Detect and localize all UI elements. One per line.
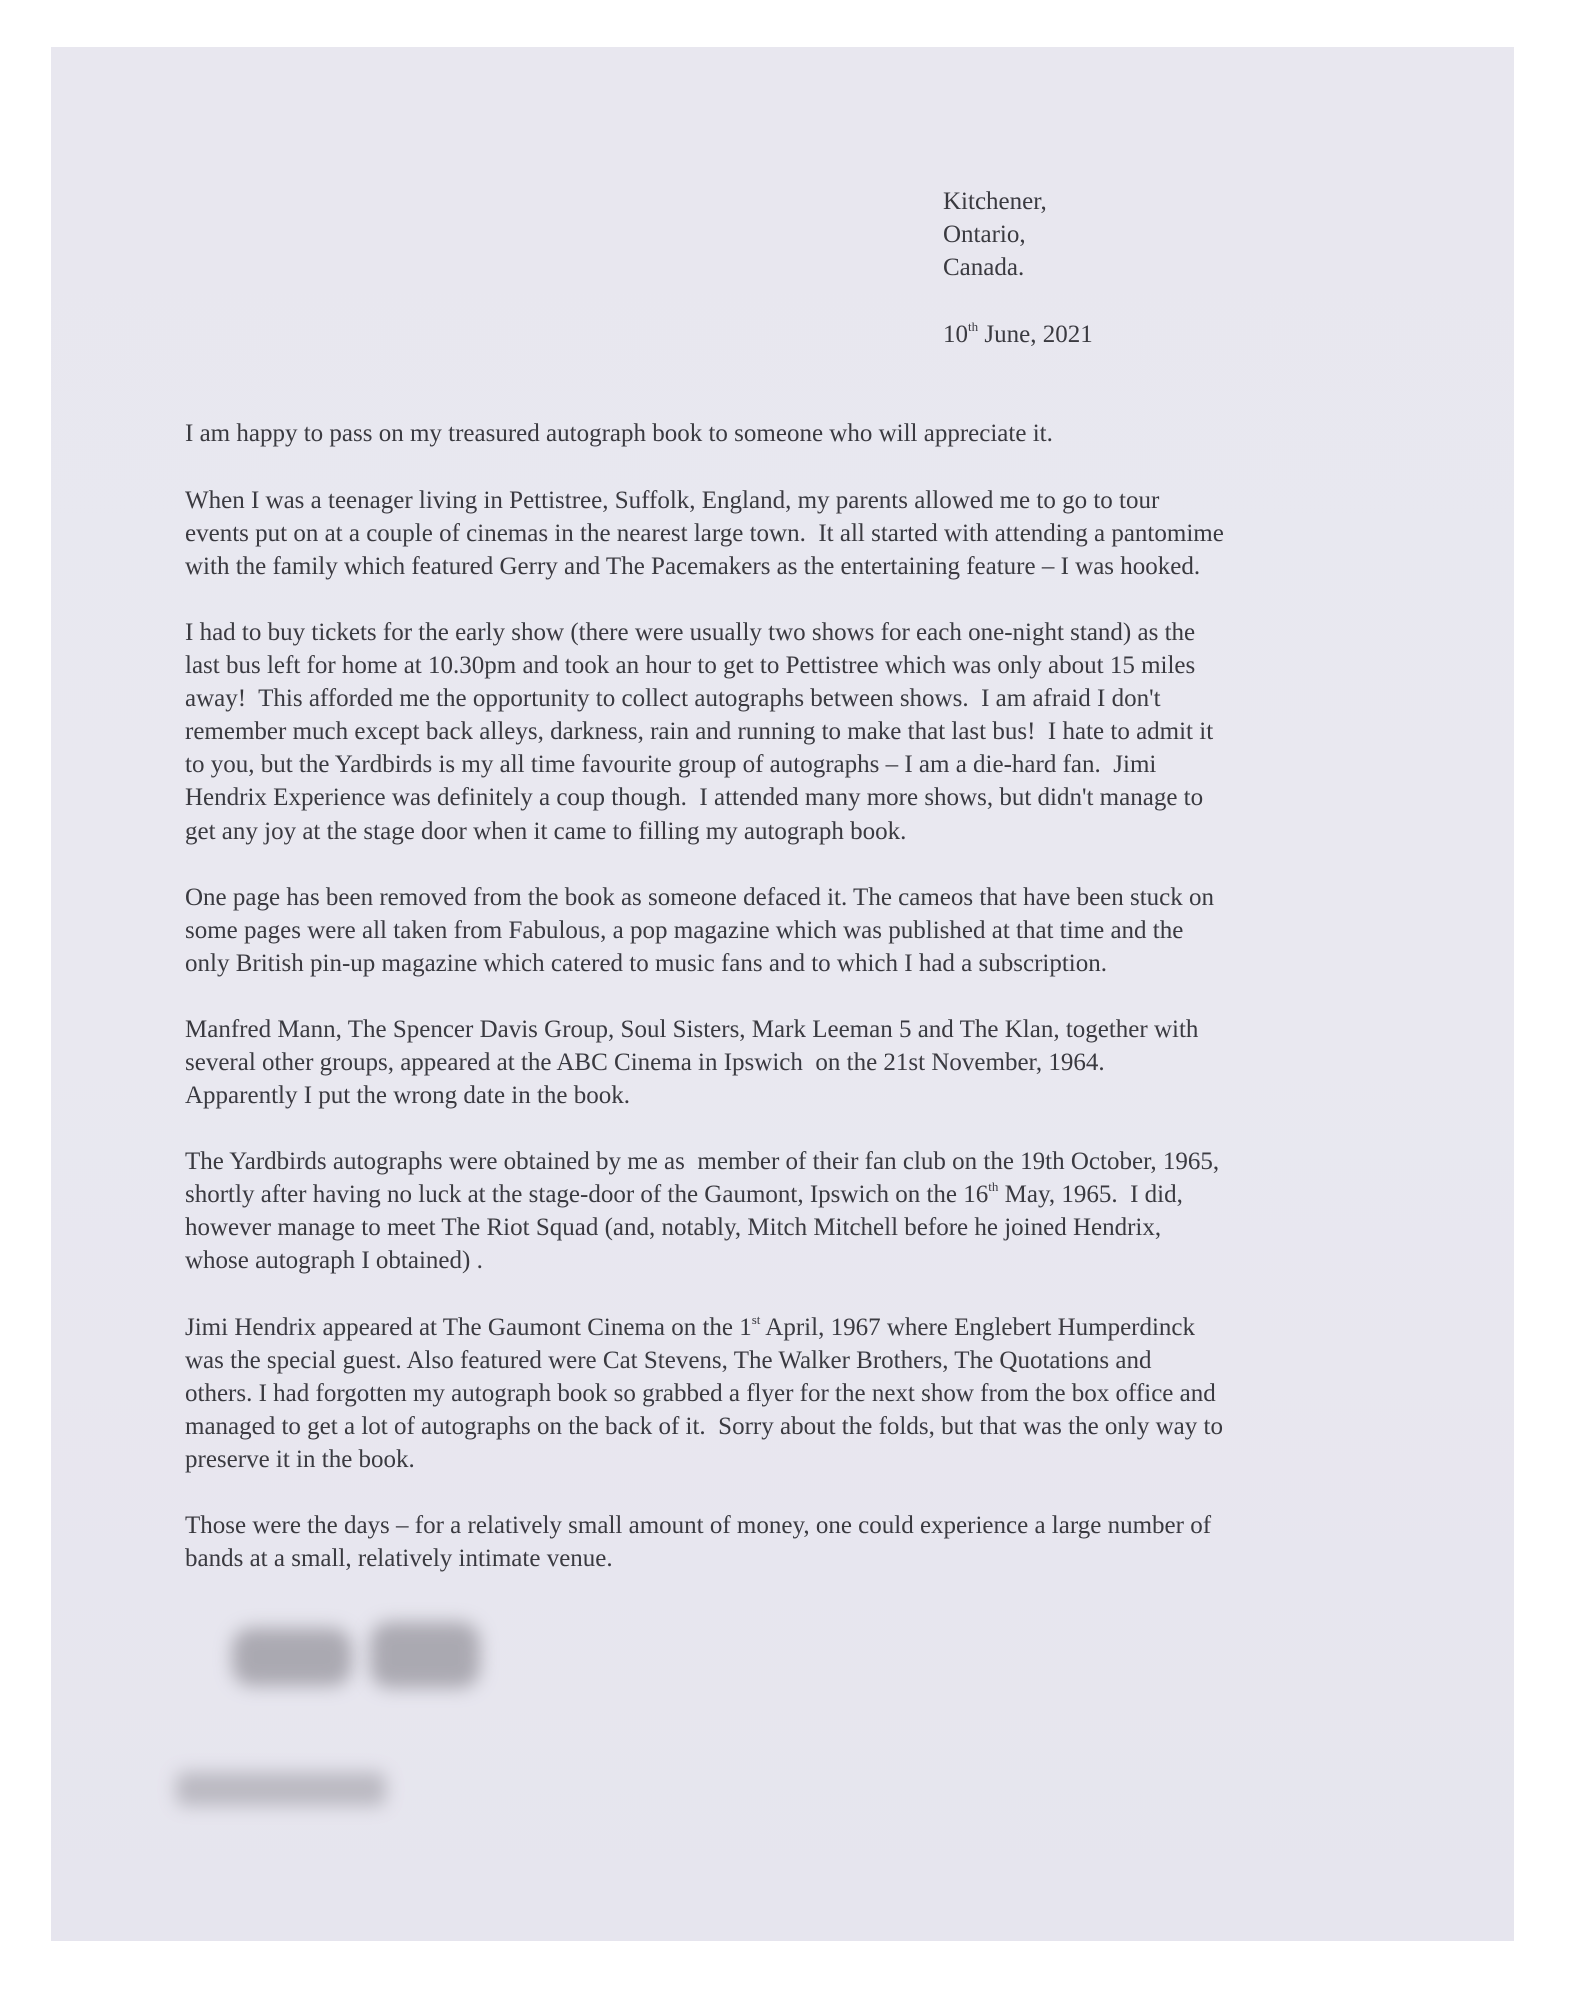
paragraph-2 [185, 484, 1224, 583]
address-line: Ontario, [943, 221, 1026, 249]
text-line: Hendrix Experience was definitely a coup though. I attended many more shows, but didn't manage to [185, 784, 1204, 812]
text-line [185, 1178, 1219, 1211]
text-line: away! This afforded me the opportunity to collect autographs between shows. I am afraid I don't [185, 685, 1161, 713]
date-day: 10 [943, 321, 968, 348]
date-rest: June, 2021 [978, 321, 1093, 348]
text-line: I am happy to pass on my treasured autograph book to someone who will appreciate it. [185, 420, 1053, 447]
text-line: preserve it in the book. [185, 1446, 415, 1474]
text-segment: May, 1965. I did, [998, 1181, 1183, 1209]
text-line: others. I had forgotten my autograph book so grabbed a flyer for the next show from the box office and [185, 1380, 1216, 1408]
paragraph-3 [185, 616, 1213, 848]
paragraph-6 [185, 1145, 1219, 1277]
text-line: One page has been removed from the book as someone defaced it. The cameos that have been stuck on [185, 884, 1215, 911]
text-line: The Yardbirds autographs were obtained by me as member of their fan club on the 19th October, 1965, [185, 1148, 1220, 1175]
text-line: last bus left for home at 10.30pm and took an hour to get to Pettistree which was only about 15 miles [185, 652, 1196, 680]
text-line: only British pin-up magazine which catered to music fans and to which I had a subscription. [185, 950, 1107, 978]
paragraph-5 [185, 1013, 1198, 1112]
address-line: Kitchener, [943, 188, 1047, 215]
ordinal-suffix: th [988, 1179, 999, 1195]
paragraph-1 [185, 417, 1053, 450]
text-line: to you, but the Yardbirds is my all time favourite group of autographs – I am a die-hard fan. Jimi [185, 751, 1157, 779]
date-suffix: th [968, 319, 979, 334]
text-line: with the family which featured Gerry and The Pacemakers as the entertaining feature – I was hooked. [185, 553, 1201, 581]
redacted-signature-last [370, 1622, 480, 1688]
text-line: some pages were all taken from Fabulous, a pop magazine which was published at that time and the [185, 917, 1184, 945]
redacted-signature-first [232, 1628, 352, 1686]
text-line: Those were the days – for a relatively small amount of money, one could experience a large number of [185, 1512, 1212, 1539]
text-line: several other groups, appeared at the ABC Cinema in Ipswich on the 21st November, 1964. [185, 1049, 1105, 1077]
text-line: get any joy at the stage door when it came to filling my autograph book. [185, 817, 907, 845]
text-line: remember much except back alleys, darkness, rain and running to make that last bus! I hate to admit it [185, 718, 1214, 746]
ordinal-suffix: st [751, 1312, 761, 1327]
paragraph-4 [185, 881, 1214, 980]
letter-date [943, 318, 1093, 351]
text-line: Apparently I put the wrong date in the book. [185, 1082, 631, 1110]
address-line: Canada. [943, 254, 1025, 282]
text-line: events put on at a couple of cinemas in the nearest large town. It all started with attending a pantomime [185, 520, 1224, 548]
text-segment: shortly after having no luck at the stage-door of the Gaumont, Ipswich on the 16 [185, 1181, 989, 1209]
text-line: however manage to meet The Riot Squad (and, notably, Mitch Mitchell before he joined Hendrix, [185, 1214, 1162, 1242]
text-segment: Jimi Hendrix appeared at The Gaumont Cinema on the 1 [185, 1314, 752, 1341]
text-line: When I was a teenager living in Pettistree, Suffolk, England, my parents allowed me to go to tour [185, 487, 1160, 514]
paragraph-8 [185, 1509, 1211, 1575]
text-segment: April, 1967 where Englebert Humperdinck [760, 1314, 1196, 1341]
paragraph-7 [185, 1311, 1223, 1476]
text-line: was the special guest. Also featured were Cat Stevens, The Walker Brothers, The Quotations and [185, 1347, 1152, 1375]
text-line: I had to buy tickets for the early show (there were usually two shows for each one-night stand) as the [185, 619, 1196, 646]
text-line: bands at a small, relatively intimate venue. [185, 1545, 613, 1573]
text-line: whose autograph I obtained) . [185, 1247, 483, 1275]
text-line [185, 1311, 1223, 1344]
text-line: managed to get a lot of autographs on the back of it. Sorry about the folds, but that was the only way to [185, 1413, 1223, 1441]
redacted-name [176, 1772, 386, 1806]
text-line: Manfred Mann, The Spencer Davis Group, Soul Sisters, Mark Leeman 5 and The Klan, together with [185, 1016, 1199, 1043]
sender-address [943, 185, 1047, 284]
